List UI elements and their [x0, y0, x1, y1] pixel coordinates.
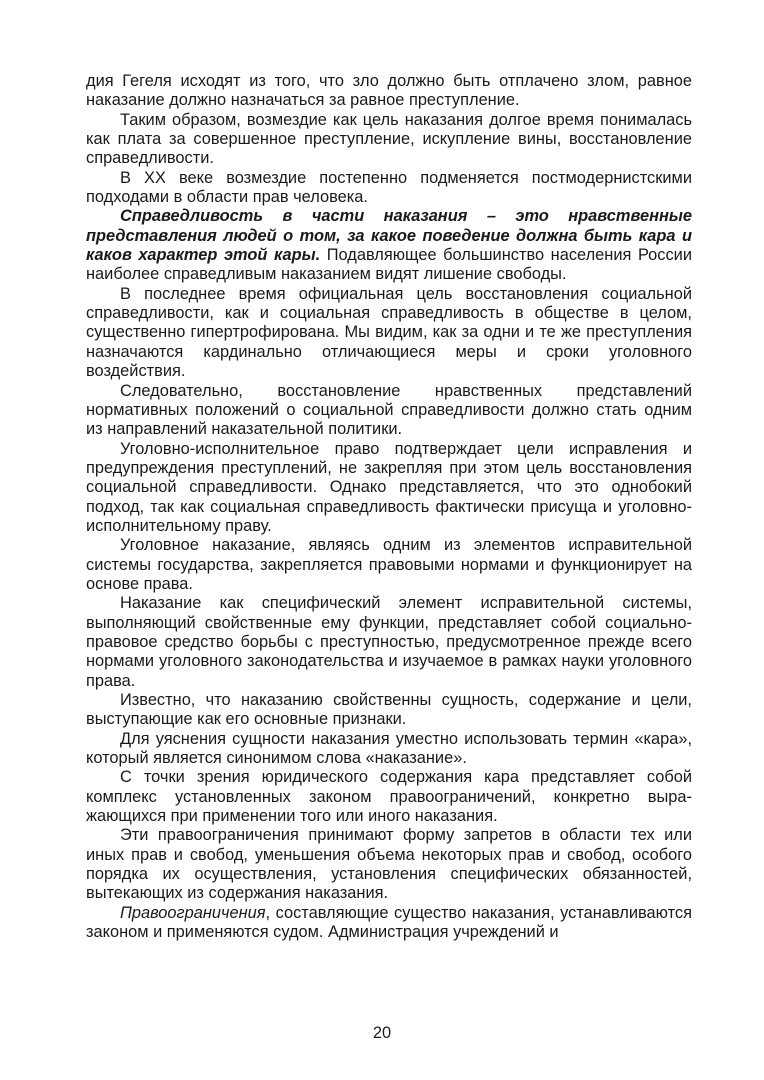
italic-term: Правоограничения	[120, 903, 266, 922]
paragraph-text: Таким образом, возмездие как цель наказания долгое время понималась как плата за совершенное преступление, искупление вины, восстановление справедливости.	[86, 110, 692, 168]
paragraph-text: Наказание как специфический элемент исправительной системы, выполняющий свойственные ему функции, представляет собой социально-правовое средство борьбы с преступностью, предусмотренное прежде всего нормами уголовного законодательства и изучаемое в рамках науки уголовного права.	[86, 594, 692, 690]
paragraph-text: дия Гегеля исходят из того, что зло должно быть отплачено злом, равное наказание должно назначаться за равное преступление.	[86, 72, 692, 110]
paragraph-10	[86, 691, 692, 730]
paragraph-9	[86, 594, 692, 691]
page-body	[86, 72, 692, 942]
paragraph-11	[86, 730, 692, 769]
paragraph-13	[86, 826, 692, 903]
paragraph-text: Эти правоограничения принимают форму запретов в области тех или иных прав и свобод, уменьшения объема некоторых прав и свобод, особого порядка их осуществления, установления специфических обязанностей, вытекающих из содержания наказания.	[86, 826, 692, 903]
paragraph-text: Для уяснения сущности наказания уместно использовать термин «кара», который является синонимом слова «наказание».	[86, 729, 692, 768]
paragraph-text: Подавляющее большинство населения России наиболее справедливым наказанием видят лишение свободы.	[86, 246, 692, 284]
paragraph-7	[86, 440, 692, 537]
paragraph-14	[86, 904, 692, 943]
paragraph-1	[86, 72, 692, 111]
paragraph-text: В последнее время официальная цель восстановления социальной справедливости, как и социальная справедливость в обществе в целом, существенно гипертрофирована. Мы видим, как за одни и те же преступления назначаются кардинально отличающиеся меры и сроки уголовного воздействия.	[86, 284, 692, 381]
paragraph-6	[86, 382, 692, 440]
paragraph-8	[86, 536, 692, 594]
paragraph-text: , составляющие существо наказания, устанавливаются законом и применяются судом. Администрация учреждений и	[86, 903, 692, 942]
paragraph-text: Известно, что наказанию свойственны сущность, содержание и цели, выступающие как его основные признаки.	[86, 691, 692, 729]
paragraph-3	[86, 169, 692, 208]
paragraph-4	[86, 207, 692, 284]
paragraph-2	[86, 111, 692, 169]
paragraph-text: Уголовно-исполнительное право подтверждает цели исправления и предупреждения преступлений, не закрепляя при этом цель восстановления социальной справедливости. Однако представляется, что это однобокий подход, так как социальная справедливость фактически присуща и уголовно-исполнительному праву.	[86, 439, 692, 535]
paragraph-12	[86, 768, 692, 826]
paragraph-text: В XX веке возмездие постепенно подменяется постмодернистскими подходами в области прав человека.	[86, 168, 692, 207]
page-number: 20	[372, 1024, 392, 1042]
definition-lead: Справедливость в части наказания – это нравственные представления людей о том, за какое поведение должна быть кара и каков характер этой кары.	[86, 207, 692, 265]
paragraph-text: Уголовное наказание, являясь одним из элементов исправительной системы государства, закрепляется правовыми нормами и функционирует на основе права.	[86, 536, 692, 593]
paragraph-text: Следовательно, восстановление нравственных представлений нормативных положений о социальной справедливости должно стать одним из направлений наказательной политики.	[86, 381, 692, 439]
paragraph-5	[86, 285, 692, 382]
paragraph-text: С точки зрения юридического содержания кара представляет собой комплекс установленных законом правоограничений, конкретно выражающихся при применении того или иного наказания.	[86, 768, 692, 826]
